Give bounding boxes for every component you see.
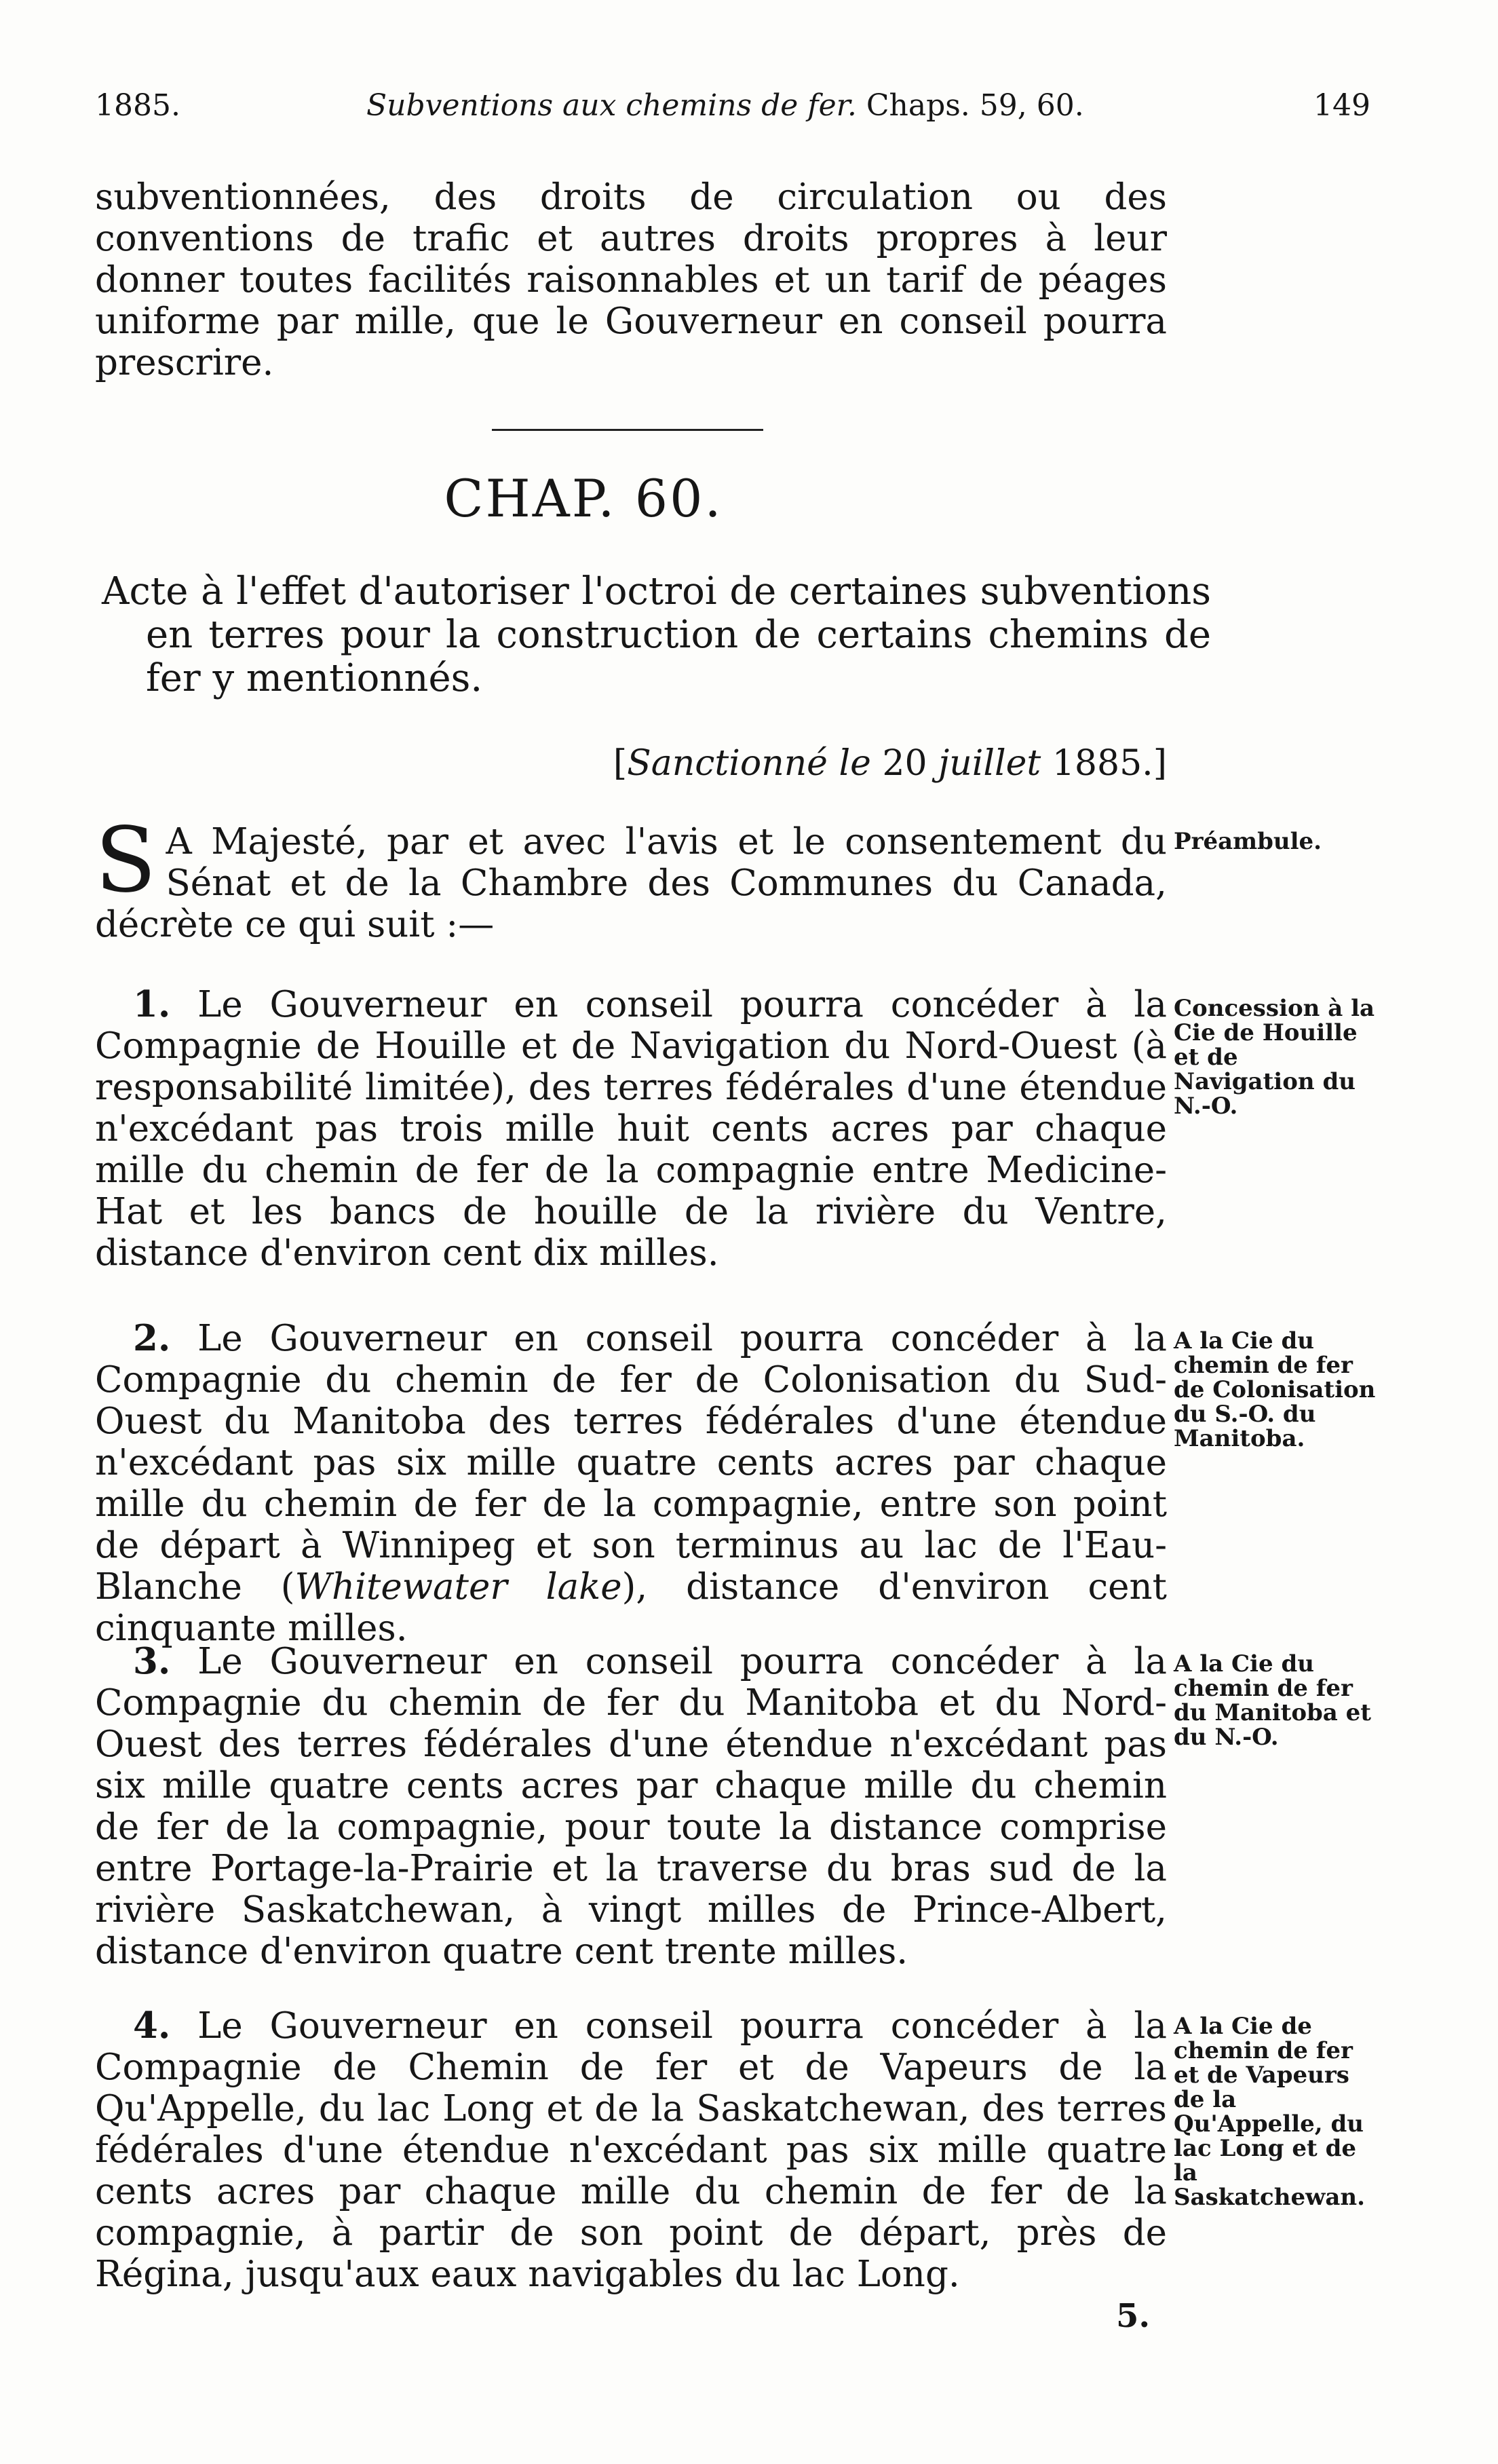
running-header <box>95 88 1370 136</box>
drop-cap: S <box>95 808 157 913</box>
chapter-divider <box>492 429 763 431</box>
section-number: 4. <box>133 2005 171 2047</box>
sanction-month: juillet <box>938 743 1041 784</box>
header-title <box>366 88 1084 123</box>
section-text: Le Gouverneur en conseil pourra concéder à la Compagnie de Houille et de Navigation du Nord-Ouest (à responsabilité limitée), des terres fédérales d'une étendue n'excédant pas trois mille huit cents acres par chaque mille du chemin de fer de la compagnie entre Medicine-Hat et les bancs de houille de la rivière du Ventre, distance d'environ cent dix milles. <box>95 984 1167 1274</box>
sanction-date <box>583 743 1167 784</box>
section-text: Le Gouverneur en conseil pourra concéder à la Compagnie du chemin de fer de Colonisation du Sud-Ouest du Manitoba des terres fédérales d'une étendue n'excédant pas six mille quatre cents acres par chaque mille du chemin de fer de la compagnie, entre son point de départ à Winnipeg et son terminus au lac de l'Eau-Blanche ( <box>95 1318 1167 1608</box>
section-2 <box>95 1318 1167 1649</box>
preamble-paragraph <box>95 808 1167 945</box>
header-title-italic: Subventions aux chemins de fer. <box>366 88 857 123</box>
margin-note-preamble: Préambule. <box>1174 828 1322 855</box>
header-year: 1885. <box>95 88 180 123</box>
section-1 <box>95 984 1167 1274</box>
margin-note-section-4: A la Cie de chemin de fer et de Vapeurs de la Qu'Appelle, du lac Long et de la Saskatchewan. <box>1174 2013 1365 2211</box>
page-number: 149 <box>1313 88 1370 123</box>
section-number: 3. <box>133 1640 171 1682</box>
margin-note-section-2: A la Cie du chemin de fer de Colonisation du S.-O. du Manitoba. <box>1174 1327 1376 1452</box>
header-chapters: Chaps. 59, 60. <box>866 88 1084 123</box>
section-3 <box>95 1641 1167 1972</box>
continuation-text: subventionnées, des droits de circulation ou des conventions de trafic et autres droits propres à leur donner toutes facilités raisonnables et un tarif de péages uniforme par mille, que le Gouverneur en conseil pourra prescrire. <box>95 176 1167 383</box>
next-section-number: 5. <box>1116 2297 1151 2335</box>
preamble-text: A Majesté, par et avec l'avis et le consentement du Sénat et de la Chambre des Communes du Canada, décrète ce qui suit :— <box>95 821 1167 945</box>
sanction-year: 1885.] <box>1052 743 1167 784</box>
section-number: 1. <box>133 983 171 1025</box>
margin-note-section-1: Concession à la Cie de Houille et de Navigation du N.-O. <box>1174 995 1375 1120</box>
section-4 <box>95 2005 1167 2295</box>
section-text: Le Gouverneur en conseil pourra concéder à la Compagnie du chemin de fer du Manitoba et du Nord-Ouest des terres fédérales d'une étendue n'excédant pas six mille quatre cents acres par chaque mille du chemin de fer de la compagnie, pour toute la distance comprise entre Portage-la-Prairie et la traverse du bras sud de la rivière Saskatchewan, à vingt milles de Prince-Albert, distance d'environ quatre cent trente milles. <box>95 1641 1167 1972</box>
act-title: Acte à l'effet d'autoriser l'octroi de certaines subventions en terres pour la construction de certains chemins de fer y mentionnés. <box>102 569 1211 700</box>
section-text-italic: Whitewater lake <box>294 1566 622 1608</box>
sanction-day: 20 <box>882 743 927 784</box>
section-text-end: ), distance d'environ cent cinquante milles. <box>95 1566 1167 1649</box>
sanction-bracket: [ <box>613 743 628 784</box>
section-text: Le Gouverneur en conseil pourra concéder à la Compagnie de Chemin de fer et de Vapeurs de la Qu'Appelle, du lac Long et de la Saskatchewan, des terres fédérales d'une étendue n'excédant pas six mille quatre cents acres par chaque mille du chemin de fer de la compagnie, à partir de son point de départ, près de Régina, jusqu'aux eaux navigables du lac Long. <box>95 2005 1167 2295</box>
margin-note-section-3: A la Cie du chemin de fer du Manitoba et du N.-O. <box>1174 1650 1371 1751</box>
chapter-heading: CHAP. 60. <box>444 468 723 529</box>
section-number: 2. <box>133 1317 171 1359</box>
sanction-label: Sanctionné le <box>627 743 871 784</box>
